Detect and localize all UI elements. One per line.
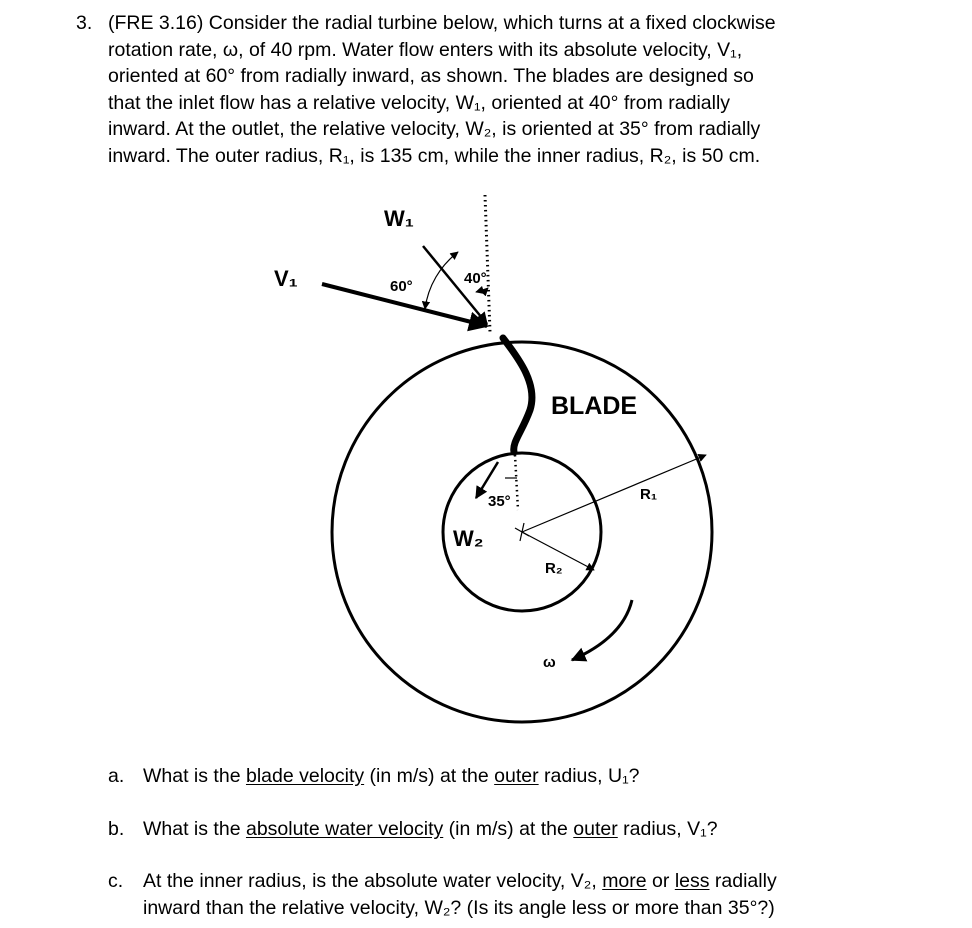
question-text: What is the (143, 765, 246, 787)
w1-label: W₁ (384, 206, 414, 231)
radial-reference-line-inner (515, 455, 518, 510)
question-text: radius, V₁? (617, 818, 718, 840)
blade-label: BLADE (551, 392, 638, 420)
question-text: or (646, 870, 675, 892)
underlined-term: more (602, 870, 647, 892)
underlined-term: absolute water velocity (245, 818, 444, 840)
question-text: inward than the relative velocity, W₂? (Is its angle less or more than 35°?) (143, 896, 775, 919)
problem-line: oriented at 60° from radially inward, as shown. The blades are designed so (108, 65, 754, 87)
r2-label: R₂ (545, 560, 563, 577)
omega-label: ω (543, 654, 556, 671)
question-b (108, 816, 718, 843)
angle-arc-60 (425, 252, 458, 309)
v1-label: V₁ (274, 266, 298, 291)
question-text: (in m/s) at the (364, 765, 495, 787)
problem-line: inward. The outer radius, R₁, is 135 cm, while the inner radius, R₂, is 50 cm. (108, 144, 761, 167)
problem-line: inward. At the outlet, the relative velocity, W₂, is oriented at 35° from radially (108, 118, 761, 140)
problem-line: rotation rate, ω, of 40 rpm. Water flow enters with its absolute velocity, V₁, (108, 38, 743, 61)
problem-number: 3. (76, 12, 93, 34)
w2-label: W₂ (453, 526, 484, 551)
underlined-term: blade velocity (245, 765, 365, 787)
blade-shape (503, 338, 532, 452)
rotation-arrow (572, 600, 632, 660)
question-a (108, 763, 640, 790)
underlined-term: outer (494, 765, 539, 787)
question-letter: c. (108, 870, 124, 892)
radial-reference-line (485, 195, 490, 332)
question-text: radially (709, 870, 777, 892)
question-text: radius, U₁? (538, 765, 640, 787)
question-text: At the inner radius, is the absolute water velocity, V₂, (143, 870, 603, 892)
question-c (108, 868, 777, 921)
question-text: What is the (143, 818, 246, 840)
problem-line: (FRE 3.16) Consider the radial turbine below, which turns at a fixed clockwise (108, 12, 776, 34)
question-letter: b. (108, 818, 125, 840)
question-text: (in m/s) at the (443, 818, 574, 840)
angle-60-label: 60° (390, 278, 413, 295)
problem-line: that the inlet flow has a relative velocity, W₁, oriented at 40° from radially (108, 91, 731, 114)
question-letter: a. (108, 765, 125, 787)
angle-35-label: 35° (488, 493, 511, 510)
angle-40-label: 40° (464, 270, 487, 287)
r1-radius-line (522, 455, 706, 532)
underlined-term: outer (573, 818, 618, 840)
r1-label: R₁ (640, 486, 658, 503)
angle-arc-40 (476, 288, 488, 292)
underlined-term: less (674, 870, 710, 892)
